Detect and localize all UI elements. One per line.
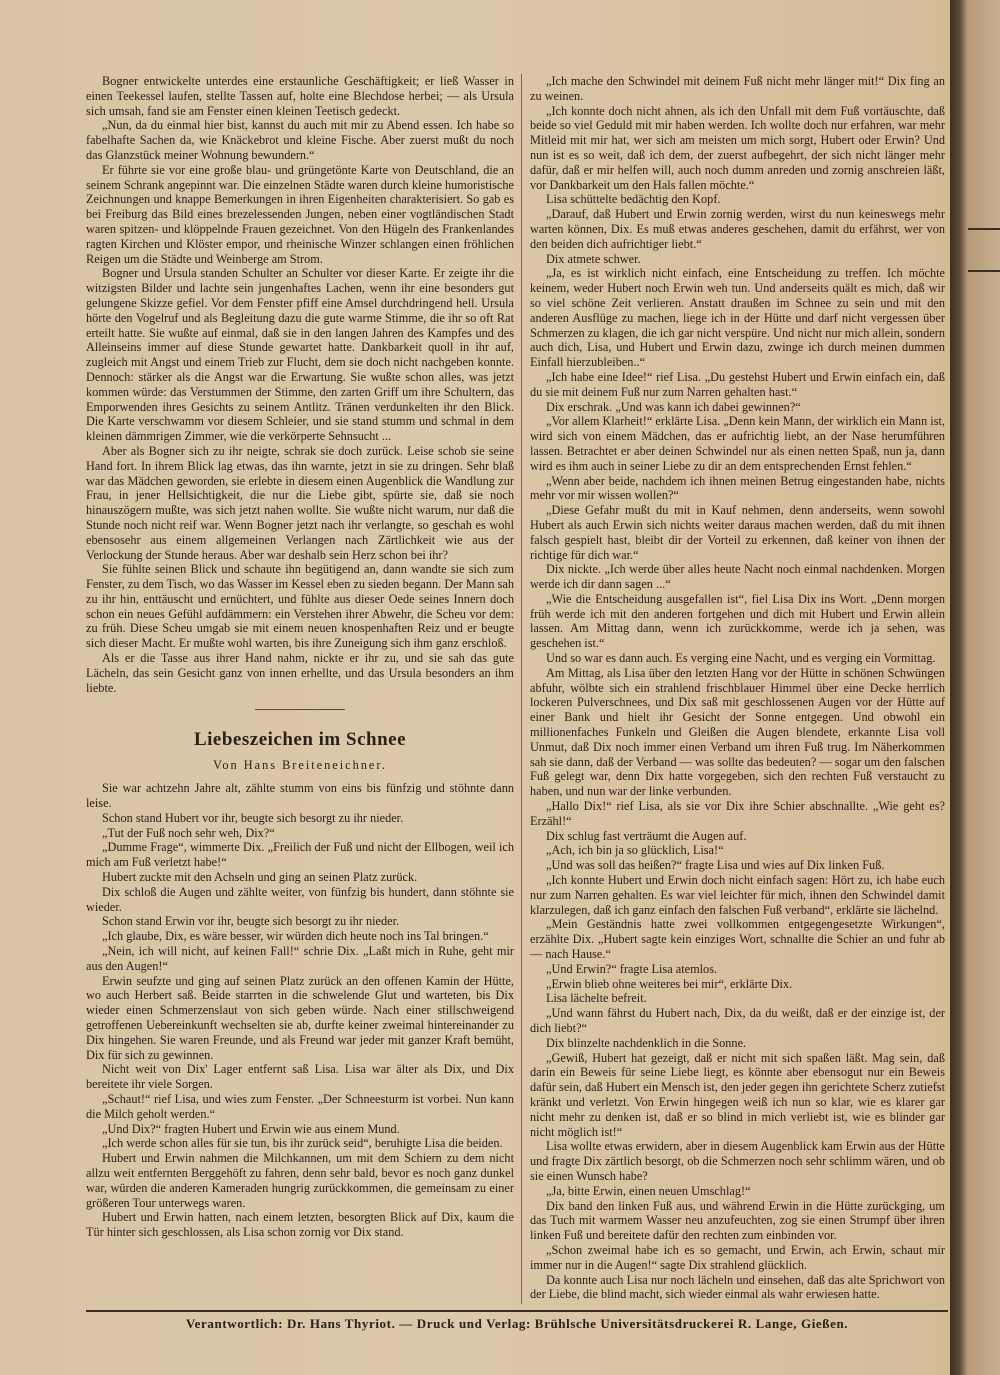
- paragraph: „Hallo Dix!“ rief Lisa, als sie vor Dix ihre Schier abschnallte. „Wie geht es? Erzähl!“: [530, 799, 945, 828]
- column-divider: [521, 74, 522, 1304]
- paragraph: Und so war es dann auch. Es verging eine Nacht, und es verging ein Vormittag.: [546, 651, 936, 666]
- paragraph: Dix blinzelte nachdenklich in die Sonne.: [546, 1035, 747, 1050]
- paragraph: „Tut der Fuß noch sehr weh, Dix?“: [102, 825, 275, 840]
- paragraph: „Wenn aber beide, nachdem ich ihnen meinen Betrug eingestanden habe, nichts mehr vor mir wissen wollen?“: [530, 473, 945, 503]
- paragraph: Als er die Tasse aus ihrer Hand nahm, nickte er ihr zu, und sie sah das gute Lächeln, das sein Gesicht ganz von innen erhellte, und das Ursula besonders an ihm liebte.: [86, 651, 514, 695]
- story-byline: Von Hans Breiteneichner.: [213, 758, 387, 773]
- left-column: [86, 74, 514, 1240]
- paragraph: Dix band den linken Fuß aus, und während Erwin in die Hütte zurückging, um das Tuch mit warmem Wasser neu anzufeuchten, zog sie einen Strumpf über ihren linken Fuß und bereitete dafür den rechten zum einbinden vor.: [530, 1198, 945, 1243]
- paragraph: Dix atmete schwer.: [546, 251, 641, 266]
- paragraph: Da konnte auch Lisa nur noch lächeln und einsehen, daß das alte Sprichwort von der Liebe, die blind macht, sich wieder einmal als wahr erwiesen hatte.: [530, 1272, 945, 1302]
- paragraph: „Und wann fährst du Hubert nach, Dix, da du weißt, daß er der einzige ist, der dich liebt?“: [530, 1006, 945, 1035]
- paragraph: Hubert und Erwin nahmen die Milchkannen, um mit dem Schiern zu dem nicht allzu weit entfernten Berggehöft zu fahren, denn sehr bald, bevor es noch ganz dunkel war, würden die anderen Kameraden hungrig zurückkommen, die gemeinsam zu einer größeren Tour unterwegs waren.: [86, 1151, 514, 1210]
- paragraph: „Schaut!“ rief Lisa, und wies zum Fenster. „Der Schneesturm ist vorbei. Nun kann die Milch geholt werden.“: [86, 1092, 514, 1121]
- paragraph: Lisa schüttelte bedächtig den Kopf.: [546, 192, 721, 207]
- paragraph: Sie war achtzehn Jahre alt, zählte stumm von eins bis fünfzig und stöhnte dann leise.: [86, 781, 514, 811]
- paragraph: „Erwin blieb ohne weiteres bei mir“, erklärte Dix.: [546, 976, 793, 991]
- paragraph: „Schon zweimal habe ich es so gemacht, und Erwin, ach Erwin, schaut mir immer nur in die Augen!“ sagte Dix strahlend glücklich.: [530, 1242, 945, 1272]
- paragraph: „Nun, da du einmal hier bist, kannst du auch mit mir zu Abend essen. Ich habe so fabelhafte Sachen da, wie Knäckebrot und kleine Fische. Aber zuerst mußt du noch das Glanzstück meiner Wohnung bewundern.“: [86, 118, 514, 162]
- paragraph: Am Mittag, als Lisa über den letzten Hang vor der Hütte in schönen Schwüngen abfuhr, wölbte sich ein strahlend frischblauer Himmel über eine Decke herrlich lockeren Pulverschnees, und Dix saß mit geschlossenen Augen vor der Hütte auf einer Bank und hielt ihr Gesicht der Sonne entgegen. Und obwohl ein millionenfaches Funkeln und Gleißen die Augen blendete, erkannte Lisa voll Unmut, daß Dix noch immer einen Verband um ihren Fuß trug. Im Näherkommen sah sie dann, daß der Verband — was sollte das bedeuten? — sogar um den falschen Fuß gelegt war, denn Dix hatte vorgegeben, sich den rechten Fuß verstaucht zu haben, und nun war der linke verbunden.: [530, 665, 946, 799]
- previous-story-continuation: [86, 74, 514, 695]
- paragraph: „Diese Gefahr mußt du mit in Kauf nehmen, denn anderseits, wenn sowohl Hubert als auch Erwin sich nichts weiter daraus machen werden, daß du mit ihnen falsch gespielt hast, bleibt dir der Vorteil zu erkennen, daß keiner von ihnen der richtige für dich war.“: [530, 503, 945, 562]
- paragraph: „Nein, ich will nicht, auf keinen Fall!“ schrie Dix. „Laßt mich in Ruhe, geht mir aus den Augen!“: [86, 944, 514, 973]
- paragraph: Er führte sie vor eine große blau- und grüngetönte Karte von Deutschland, die an seinem Schrank angepinnt war. Die einzelnen Städte waren durch kleine humoristische Zeichnungen und knappe Bemerkungen in ihren Eigenheiten charakterisiert. So gab es bei Freiburg das Bild eines brezelessenden Jungen, neben einer vogtländischen Stadt waren spitzen- und klöppelnde Frauen gezeichnet. Von den Hügeln des Frankenlandes ragten Kirchen und Klöster empor, und rheinische Winzer schlangen einen fröhlichen Reigen um die Städte und Weinberge am Strom.: [86, 162, 514, 266]
- paragraph: Schon stand Erwin vor ihr, beugte sich besorgt zu ihr nieder.: [102, 914, 400, 929]
- paragraph: Dix erschrak. „Und was kann ich dabei gewinnen?“: [546, 399, 801, 414]
- story-title: Liebeszeichen im Schnee: [193, 729, 407, 751]
- paragraph: Dix schlug fast verträumt die Augen auf.: [546, 828, 747, 843]
- paragraph: Schon stand Hubert vor ihr, beugte sich besorgt zu ihr nieder.: [102, 810, 404, 825]
- section-divider: [255, 709, 345, 710]
- right-column: [530, 74, 945, 1302]
- imprint-footer: Verantwortlich: Dr. Hans Thyriot. — Druck und Verlag: Brühlsche Universitätsdruckerei R. Lange, Gießen.: [185, 1316, 849, 1331]
- paragraph: „Ach, ich bin ja so glücklich, Lisa!“: [546, 843, 724, 858]
- paragraph: Lisa wollte etwas erwidern, aber in diesem Augenblick kam Erwin aus der Hütte und fragte Dix zärtlich besorgt, ob die Schmerzen noch sehr schlimm wären, und ob sie einen Wunsch habe?: [530, 1139, 945, 1183]
- paragraph: Hubert und Erwin hatten, nach einem letzten, besorgten Blick auf Dix, kaum die Tür hinter sich geschlossen, als Lisa schon zornig vor Dix stand.: [86, 1210, 514, 1240]
- paragraph: „Mein Geständnis hatte zwei vollkommen entgegengesetzte Wirkungen“, erzählte Dix. „Hubert sagte kein einziges Wort, schnallte die Schier an und fuhr ab — nach Hause.“: [530, 917, 945, 962]
- paragraph: Erwin seufzte und ging auf seinen Platz zurück an den offenen Kamin der Hütte, wo auch Herbert saß. Beide starrten in die schwelende Glut und warteten, bis Dix wieder einen Schmerzenslaut von sich geben würde. Nach einer stillschweigend getroffenen Uebereinkunft wechselten sie ab, durfte keiner zweimal hintereinander zu Dix hingehen. Sie waren Freunde, und als Freund war jeder mit ganzer Kraft bemüht, Dix für sich zu gewinnen.: [86, 973, 514, 1062]
- paragraph: „Ich werde schon alles für sie tun, bis ihr zurück seid“, beruhigte Lisa die beiden.: [102, 1136, 503, 1151]
- paragraph: Hubert zuckte mit den Achseln und ging an seinen Platz zurück.: [102, 870, 418, 885]
- story-text-right: [530, 74, 945, 1302]
- footer-rule: [86, 1310, 948, 1312]
- paragraph: „Und Erwin?“ fragte Lisa atemlos.: [546, 961, 718, 976]
- paragraph: „Ja, bitte Erwin, einen neuen Umschlag!“: [546, 1183, 751, 1198]
- paragraph: „Vor allem Klarheit!“ erklärte Lisa. „Denn kein Mann, der wirklich ein Mann ist, wird sich von einem Mädchen, das er aufrichtig liebt, an der Nase herumführen lassen. Betrachtet er aber deinen Schwindel nur als einen netten Spaß, nun ja, dann wird es ihm auch in seiner Liebe zu dir an dem entsprechenden Ernst fehlen.“: [530, 414, 945, 473]
- paragraph: Nicht weit von Dix' Lager entfernt saß Lisa. Lisa war älter als Dix, und Dix bereitete ihr viele Sorgen.: [86, 1062, 514, 1092]
- story-text-left: [86, 781, 514, 1240]
- paragraph: „Ich mache den Schwindel mit deinem Fuß nicht mehr länger mit!“ Dix fing an zu weinen.: [530, 74, 945, 103]
- paragraph: Dix nickte. „Ich werde über alles heute Nacht noch einmal nachdenken. Morgen werde ich dir dann sagen ...“: [530, 562, 945, 592]
- paragraph: Bogner und Ursula standen Schulter an Schulter vor dieser Karte. Er zeigte ihr die witzigsten Bilder und lachte sein jungenhaftes Lachen, wenn ihr eine besonders gut gelungene Skizze gefiel. Vor dem Fenster pfiff eine Amsel durchdringend hell. Ursula hörte den Vogelruf und als Begleitung dazu die gute warme Stimme, die ihr so oft Rat erteilt hatte. Sie wußte auf einmal, daß sie in den langen Jahren des Kampfes und des Alleinseins immer auf diese Stunde gewartet hatte. Dankbarkeit quoll in ihr auf, zugleich mit Angst und einem Trieb zur Flucht, dem sie doch nicht nachgeben konnte. Dennoch: stärker als die Angst war die Erwartung. Sie wußte schon alles, was jetzt kommen würde: das Verstummen der Stimme, den zarten Griff um ihre Schultern, das Emporwenden ihres Gesichts zu seinem Antlitz. Tränen verdunkelten ihr den Blick. Die Karte verschwamm vor diesem Schleier, und sie stand stumm und schmal in dem kleinen dämmrigen Zimmer, wie die verkörperte Sehnsucht ...: [86, 266, 514, 444]
- paragraph: Lisa lächelte befreit.: [546, 991, 647, 1006]
- paragraph: „Wie die Entscheidung ausgefallen ist“, fiel Lisa Dix ins Wort. „Denn morgen früh werde ich mit den anderen fortgehen und dich mit Hubert und Erwin allein lassen. Am Mittag dann, wenn ich zurückkomme, werde ich ja sehen, was geschehen ist.“: [530, 591, 945, 651]
- paragraph: Dix schloß die Augen und zählte weiter, von fünfzig bis hundert, dann stöhnte sie wieder.: [86, 884, 514, 914]
- paragraph: „Ich konnte Hubert und Erwin doch nicht einfach sagen: Hört zu, ich habe euch nur zum Narren gehalten. Es war viel leichter für mich, ihnen den Schwindel damit klarzulegen, daß ich ganz einfach den falschen Fuß verband“, erklärte sie lächelnd.: [530, 873, 945, 917]
- paragraph: „Ich glaube, Dix, es wäre besser, wir würden dich heute noch ins Tal bringen.“: [102, 929, 489, 944]
- paragraph: „Gewiß, Hubert hat gezeigt, daß er nicht mit sich spaßen läßt. Mag sein, daß darin ein Beweis für seine Liebe liegt, es könnte aber ebensogut nur ein Beweis dafür sein, daß Hubert ein Mensch ist, den jeder gegen ihn gerichtete Scherz zutiefst kränkt und verletzt. Von Erwin hingegen weiß ich nun so klar, wie es klarer gar nicht mehr zu denken ist, daß er so blind in mich verliebt ist, wie es blinder gar nicht möglich ist!“: [530, 1050, 945, 1139]
- paragraph: „Und Dix?“ fragten Hubert und Erwin wie aus einem Mund.: [102, 1121, 400, 1136]
- paragraph: „Ich konnte doch nicht ahnen, als ich den Unfall mit dem Fuß vortäuschte, daß beide so viel Geduld mit mir haben werden. Ich wollte doch nur erfahren, war mehr Mitleid mit mir hat, wer sich am meisten um mich sorgt, Hubert oder Erwin? Und nun ist es so weit, daß ich dem, der zuerst aufbegehrt, der sich nicht länger mehr dafür, daß er mir helfen will, auch noch dumm anreden und zornig anschreien läßt, vor Dankbarkeit um den Hals fallen möchte.“: [530, 103, 945, 192]
- paragraph: „Ja, es ist wirklich nicht einfach, eine Entscheidung zu treffen. Ich möchte keinem, weder Hubert noch Erwin weh tun. Und anderseits quält es mich, daß wir so viel schöne Zeit verlieren. Anstatt draußen im Schnee zu sein und mit den anderen Ausflüge zu machen, liege ich in der Hütte und darf nicht vergessen über Schmerzen zu klagen, die ich gar nicht verspüre. Und nicht nur mich allein, sondern auch dich, Lisa, und Hubert und Erwin dazu, zwinge ich durch meinen dummen Einfall hierzubleiben..“: [530, 266, 945, 370]
- paragraph: „Darauf, daß Hubert und Erwin zornig werden, wirst du nun keineswegs mehr warten können, Dix. Es muß etwas anderes geschehen, damit du erfährst, wer von den beiden dich aufrichtiger liebt.“: [530, 207, 945, 251]
- paragraph: „Ich habe eine Idee!“ rief Lisa. „Du gestehst Hubert und Erwin einfach ein, daß du sie mit deinem Fuß nur zum Narren gehalten hast.“: [530, 369, 945, 399]
- paragraph: Bogner entwickelte unterdes eine erstaunliche Geschäftigkeit; er ließ Wasser in einen Teekessel laufen, stellte Tassen auf, holte eine Blechdose herbei; — als Ursula sich umsah, fand sie am Fenster einen kleinen Teetisch gedeckt.: [86, 74, 514, 118]
- paragraph: Sie fühlte seinen Blick und schaute ihn begütigend an, dann wandte sie sich zum Fenster, zu dem Tisch, wo das Wasser im Kessel eben zu sieden begann. Der Mann sah zu ihr hin, enttäuscht und ernüchtert, und fühlte aus dieser Oede seines Innern doch schon ein neues Gefühl aufdämmern: ein Verstehen ihrer Abwehr, die Scheu vor dem: zu früh. Diese Scheu umgab sie mit einem neuen knospenhaften Reiz und er beugte sich dieser Macht. Er mußte wohl warten, bis ihre Zuneigung sich ihm ganz erschloß.: [86, 562, 514, 651]
- paragraph: „Und was soll das heißen?“ fragte Lisa und wies auf Dix linken Fuß.: [546, 858, 885, 873]
- paragraph: Aber als Bogner sich zu ihr neigte, schrak sie doch zurück. Leise schob sie seine Hand fort. In ihrem Blick lag etwas, das ihn warnte, jetzt in sie zu dringen. Sehr blaß war das Mädchen geworden, sie erlebte in diesem einen Augenblick die Wandlung zur Frau, in jener Hellsichtigkeit, die nur die Liebe gibt, spürte sie, daß sie noch hinauszögern mußte, was sich jetzt nahen wollte. Sie wußte nicht warum, nur daß die Stunde noch nicht reif war. Wenn Bogner jetzt nach ihr verlangte, so geschah es wohl ebensosehr aus einem allgemeinen Verlangen nach Zärtlichkeit wie aus der Verlockung der Stunde heraus. Aber war deshalb sein Herz schon bei ihr?: [86, 443, 514, 562]
- adjacent-page-edge: [950, 0, 1000, 1375]
- paragraph: „Dumme Frage“, wimmerte Dix. „Freilich der Fuß und nicht der Ellbogen, weil ich mich am Fuß verletzt habe!“: [86, 840, 514, 870]
